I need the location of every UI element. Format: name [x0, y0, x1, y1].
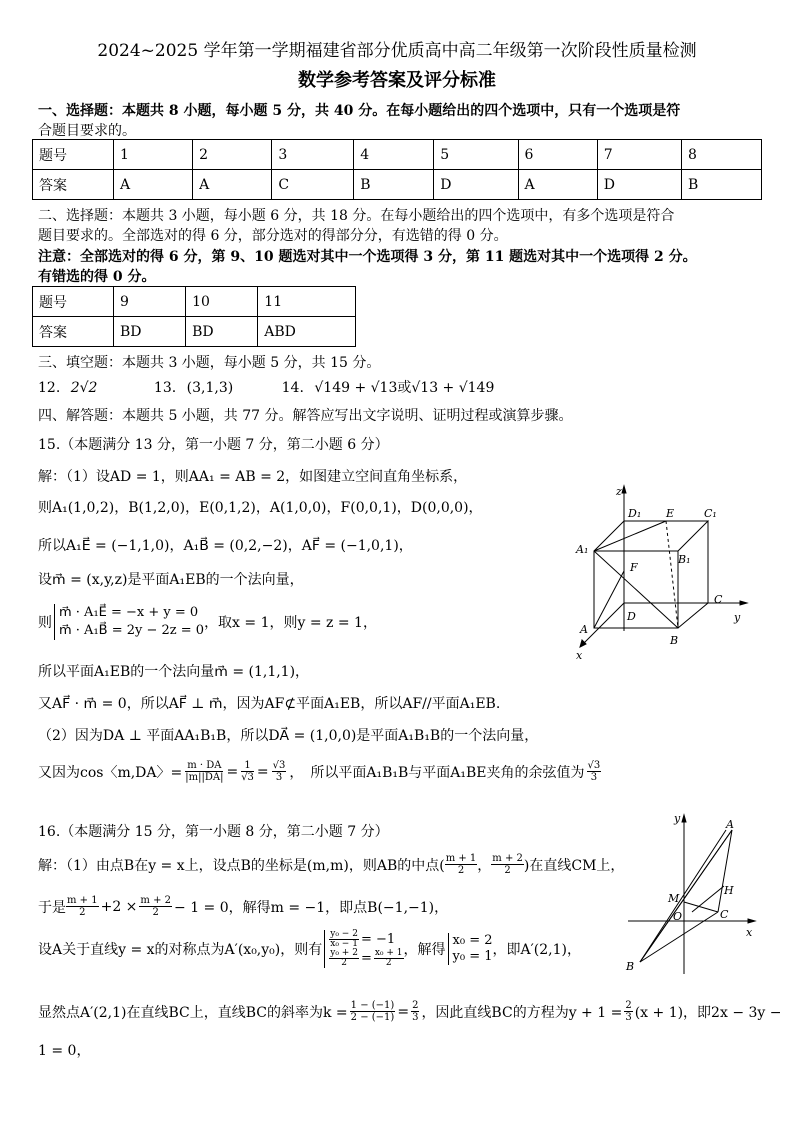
q16-slope-calc-fraction [350, 1000, 396, 1023]
section1-heading-line1 [38, 100, 680, 120]
table-cell: BD [186, 317, 258, 347]
segment-EB [666, 521, 678, 628]
fraction-denominator: 2 [152, 907, 159, 918]
q16-line1-post: )在直线CM上， [523, 857, 625, 874]
q15-fraction-result [587, 760, 602, 783]
q15-line9-post: ， 所以平面A₁B₁B与平面A₁BE夹角的余弦值为 [289, 764, 585, 781]
q15-line1: 解：（1）设AD = 1，则AA₁ = AB = 2，如图建立空间直角坐标系， [38, 469, 468, 485]
point-B1-label: B₁ [678, 553, 691, 566]
q14-answer: √149 + √13或√13 + √149 [314, 380, 495, 396]
point-D1-label: D₁ [628, 507, 642, 520]
cube-top-edges [594, 521, 708, 551]
table-cell: 5 [434, 140, 518, 170]
q16-fraction-midpoint-x [445, 853, 478, 876]
table-cell: D [434, 170, 518, 200]
section1-answer-table [32, 139, 762, 200]
fraction-numerator: m + 1 [67, 895, 98, 906]
q16-line1 [38, 853, 624, 876]
q16-line4-equals: = [397, 1003, 410, 1020]
segment-A1E [594, 521, 666, 551]
section3-heading: 三、填空题：本题共 3 小题，每小题 5 分，共 15 分。 [38, 355, 381, 371]
q15-fraction-cos [185, 760, 223, 783]
table-cell: 2 [193, 140, 272, 170]
x-axis-arrow [748, 919, 755, 923]
q16-line5: 1 = 0， [38, 1043, 91, 1059]
fraction-denominator: 2 [341, 958, 347, 968]
y-axis-label: y [734, 611, 741, 624]
q16-mid-fraction-x [374, 949, 404, 968]
fraction-numerator: x₀ + 1 [374, 948, 403, 958]
q16-solution-system [448, 933, 493, 965]
fraction-denominator: 2 − (−1) [350, 1012, 395, 1023]
q15-fraction-2 [241, 760, 254, 783]
segment-AC [718, 830, 732, 912]
q12-answer: 2√2 [70, 380, 98, 396]
q16-line3-pre: 设A关于直线y = x的对称点为A′(x₀,y₀)，则有 [38, 942, 323, 958]
q15-heading: 15.（本题满分 13 分，第一小题 7 分，第二小题 6 分） [38, 437, 389, 453]
q16-line3 [38, 930, 581, 968]
table-row [33, 287, 356, 317]
q16-line2-pre: 于是 [38, 899, 66, 916]
fraction-numerator: √3 [587, 760, 601, 771]
segment-AB [640, 830, 732, 962]
fraction-numerator: m · DA [187, 760, 222, 771]
section2-heading-line1: 二、选择题：本题共 3 小题，每小题 6 分，共 18 分。在每小题给出的四个选项中，有多个选项是符合 [38, 208, 675, 224]
q16-line4-post: (x + 1)，即2x − 3y − [634, 1004, 782, 1021]
q16-eq1-rhs: = −1 [360, 931, 396, 947]
q15-line5-pre: 则 [38, 615, 52, 631]
fraction-denominator: 3 [590, 772, 598, 783]
q16-line1-pre: 解：（1）由点B在y = x上，设点B的坐标是(m,m)，则AB的中点( [38, 857, 445, 874]
q13-answer: (3,1,3) [186, 380, 234, 396]
cube-right-edges [678, 521, 708, 628]
fraction-denominator: 3 [275, 772, 283, 783]
table-cell: ABD [258, 317, 356, 347]
fraction-denominator: √3 [241, 772, 254, 783]
q16-line4-mid: ，因此直线BC的方程为y + 1 = [421, 1004, 623, 1021]
point-C-label: C [714, 593, 723, 606]
table-cell: 题号 [33, 287, 114, 317]
fraction-numerator: 1 − (−1) [350, 1000, 395, 1011]
fraction-denominator: |m||DA| [185, 772, 224, 783]
point-M-label: M [668, 892, 680, 905]
table-cell: 3 [272, 140, 354, 170]
cube-figure [570, 483, 760, 663]
table-cell: 10 [186, 287, 258, 317]
section2-note-line2: 有错选的得 0 分。 [38, 269, 156, 285]
section3-answers [38, 377, 494, 397]
point-B-label: B [626, 960, 635, 973]
q16-symmetry-eq2 [329, 949, 403, 968]
segment-MC [684, 902, 718, 912]
fraction-numerator: 2 [625, 1000, 632, 1011]
section2-answer-table [32, 286, 356, 347]
q15-equation-2: m⃗ · A₁B⃗ = 2y − 2z = 0 [59, 623, 205, 638]
q16-line3-post: ，即A′(2,1)， [492, 942, 581, 958]
point-C-label: C [720, 908, 729, 921]
point-A1-label: A₁ [576, 543, 589, 556]
q15-line9 [38, 760, 601, 783]
segment-AF [594, 571, 624, 628]
fraction-denominator: 3 [412, 1012, 419, 1023]
q16-heading: 16.（本题满分 15 分，第一小题 8 分，第二小题 7 分） [38, 824, 389, 840]
q15-equation-system [54, 604, 204, 640]
q13-label: 13. [153, 380, 177, 396]
fraction-denominator: 2 [504, 865, 511, 876]
point-C1-label: C₁ [704, 507, 717, 520]
q16-slope-value [411, 1000, 419, 1023]
q15-line8: （2）因为DA ⊥ 平面AA₁B₁B，所以DA⃗ = (1,0,0)是平面A₁B₁B的一个法向量， [38, 728, 539, 744]
section2-note-line1: 注意：全部选对的得 6 分，第 9、10 题选对其中一个选项得 3 分，第 11 题选对其中一个选项得 2 分。 [38, 249, 697, 265]
q15-line2: 则A₁(1,0,2)，B(1,2,0)，E(0,1,2)，A(1,0,0)，F(0,0,1)，D(0,0,0)， [38, 500, 483, 516]
exam-title: 2024~2025 学年第一学期福建省部分优质高中高二年级第一次阶段性质量检测 [97, 41, 697, 61]
table-cell: 6 [518, 140, 597, 170]
table-cell: 4 [354, 140, 434, 170]
section2-heading-line2: 题目要求的。全部选对的得 6 分，部分选对的得部分分，有选错的得 0 分。 [38, 228, 508, 244]
table-cell: 8 [681, 140, 761, 170]
section1-text: 一、选择题：本题共 8 小题，每小题 5 分，共 40 分。在每小题给出的四个选项中，只有一个选项是符 [38, 103, 681, 119]
table-cell: 答案 [33, 170, 114, 200]
table-cell: C [272, 170, 354, 200]
fraction-numerator: 1 [241, 760, 254, 772]
q15-fraction-3 [272, 760, 287, 783]
segment-BA [640, 830, 726, 962]
y-axis-arrow [740, 601, 747, 605]
q16-fraction-midpoint-y [491, 853, 524, 876]
point-D-label: D [627, 610, 636, 623]
q16-line2-mid: +2 × [100, 898, 138, 915]
q16-line4-pre: 显然点A′(2,1)在直线BC上，直线BC的斜率为k = [38, 1004, 348, 1021]
point-F-label: F [630, 561, 638, 574]
point-A-label: A [580, 623, 588, 636]
q16-fraction-b [139, 895, 172, 918]
table-cell: 题号 [33, 140, 114, 170]
fraction-numerator: m + 2 [492, 853, 523, 864]
q16-symmetry-eq1 [329, 930, 403, 949]
q15-equals: = [256, 763, 269, 780]
table-cell: 7 [597, 140, 681, 170]
table-cell: BD [114, 317, 186, 347]
q15-equation-1: m⃗ · A₁E⃗ = −x + y = 0 [59, 605, 199, 620]
q16-solution-y: y₀ = 1 [452, 949, 493, 964]
q15-line7: 又AF⃗ · m⃗ = 0，所以AF⃗ ⊥ m⃗，因为AF⊄平面A₁EB，所以AF//平面A₁EB. [38, 696, 501, 712]
point-A-label: A [726, 818, 734, 831]
q16-line3-mid: ，解得 [403, 942, 446, 958]
y-axis-arrow [682, 815, 686, 822]
fraction-numerator: m + 2 [140, 895, 172, 906]
q15-line4: 设m⃗ = (x,y,z)是平面A₁EB的一个法向量， [38, 572, 304, 588]
x-axis-label: x [576, 649, 583, 662]
table-row [33, 140, 762, 170]
table-cell: 9 [114, 287, 186, 317]
section1-heading-line2: 合题目要求的。 [38, 123, 136, 139]
q15-line3: 所以A₁E⃗ = (−1,1,0)，A₁B⃗ = (0,2,−2)，AF⃗ = (−1,0,1)， [38, 538, 413, 554]
table-cell: B [354, 170, 434, 200]
q16-fraction-a [66, 895, 99, 918]
section4-heading: 四、解答题：本题共 5 小题，共 77 分。解答应写出文字说明、证明过程或演算步骤。 [38, 408, 573, 424]
point-H-label: H [724, 884, 734, 897]
x-axis-label: x [746, 926, 753, 939]
z-axis-label: z [616, 485, 622, 498]
table-cell: 11 [258, 287, 356, 317]
fraction-denominator: 2 [457, 865, 465, 876]
q16-solution-x: x₀ = 2 [452, 933, 493, 948]
table-cell: B [681, 170, 761, 200]
q16-line-coefficient [624, 1000, 632, 1023]
table-cell: A [114, 170, 193, 200]
q12-label: 12. [38, 380, 61, 396]
q16-eq2-equals: = [360, 950, 372, 966]
q15-line9-pre: 又因为cos〈m,DA〉= [38, 764, 183, 781]
origin-label: O [673, 910, 683, 923]
q16-comma: ， [477, 857, 492, 874]
q15-line6: 所以平面A₁EB的一个法向量m⃗ = (1,1,1)， [38, 664, 310, 680]
table-cell: 答案 [33, 317, 114, 347]
x-axis-arrow [580, 640, 586, 647]
z-axis-arrow [622, 486, 626, 493]
q15-equals: = [226, 763, 239, 780]
fraction-denominator: 2 [385, 958, 392, 968]
fraction-numerator: m + 1 [445, 853, 477, 864]
q16-slope-fraction [329, 930, 359, 949]
q16-mid-fraction-y [329, 949, 359, 968]
table-cell: A [518, 170, 597, 200]
fraction-numerator: 2 [412, 1000, 419, 1011]
table-row [33, 317, 356, 347]
y-axis-label: y [674, 812, 681, 825]
q14-label: 14. [281, 380, 304, 396]
fraction-denominator: 3 [625, 1012, 632, 1023]
line-figure [622, 812, 758, 980]
point-B-label: B [670, 634, 679, 647]
fraction-numerator: y₀ − 2 [330, 929, 358, 939]
table-cell: 1 [114, 140, 193, 170]
fraction-denominator: x₀ − 1 [330, 939, 358, 949]
table-cell: D [597, 170, 681, 200]
fraction-numerator: y₀ + 2 [330, 948, 358, 958]
page-title: 数学参考答案及评分标准 [298, 70, 496, 91]
q16-line2 [38, 895, 448, 918]
table-cell: A [193, 170, 272, 200]
fraction-numerator: √3 [272, 760, 286, 771]
table-row [33, 170, 762, 200]
q16-line2-post: − 1 = 0，解得m = −1，即点B(−1,−1)， [174, 899, 449, 916]
q15-line5-post: ，取x = 1，则y = z = 1， [204, 615, 377, 631]
point-E-label: E [666, 507, 675, 520]
q16-symmetry-system [324, 930, 403, 968]
fraction-denominator: 2 [79, 907, 86, 918]
q16-line4 [38, 1000, 782, 1023]
q15-line5 [38, 604, 377, 640]
